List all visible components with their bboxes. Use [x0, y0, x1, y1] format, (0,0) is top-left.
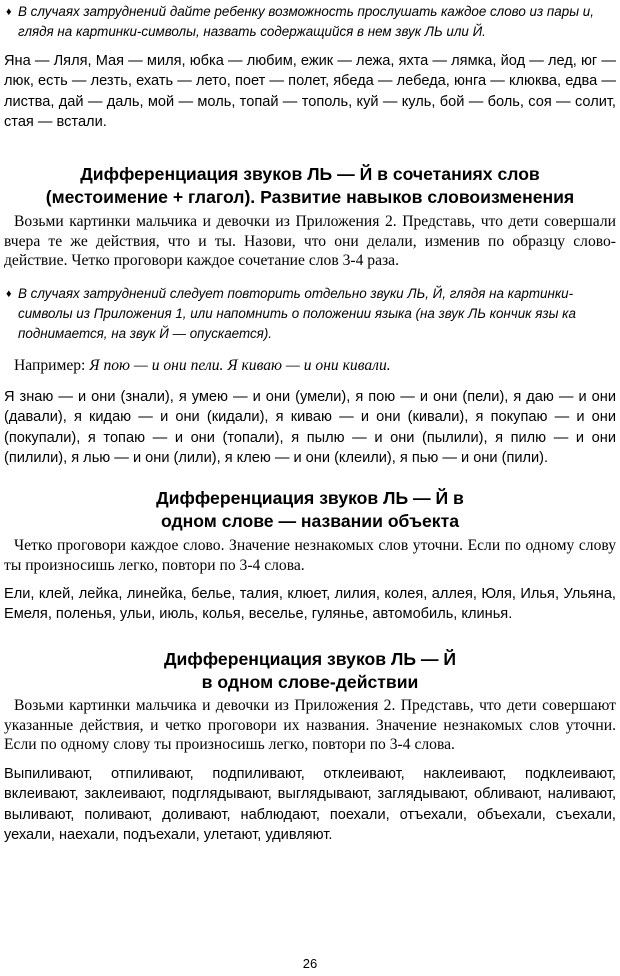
hint-note-1 [6, 2, 614, 42]
bullet-icon: ♦ [6, 288, 12, 300]
section-heading-1 [0, 163, 620, 208]
bullet-icon: ♦ [6, 6, 12, 18]
section-1-instruction: Возьми картинки мальчика и девочки из Приложения 2. Представь, что дети совершали вчера те же действия, что и ты. Назови, что они делали, изменив по образцу слово-действие. Четко проговори каждое сочетание слов 3-4 раза. [4, 213, 616, 270]
example-line [14, 356, 614, 376]
hint-note-2 [6, 284, 614, 344]
section-heading-3-line-1: Дифференциация звуков ЛЬ — Й [164, 649, 456, 669]
section-heading-3-line-2: в одном слове-действии [201, 671, 419, 692]
phrases-paragraph: Я знаю — и они (знали), я умею — и они (умели), я пою — и они (пели), я даю — и они (давали), я кидаю — и они (кидали), я киваю — и они (кивали), я покупаю — и они (покупали), я топаю — и они (топали), я пылю — и они (пылили), я пилю — и они (пилили), я лью — и они (лили), я клею — и они (клеили), я пью — и они (пили). [4, 389, 616, 467]
example-text: Я пою — и они пели. Я киваю — и они кивали. [89, 357, 391, 374]
section-heading-1-line-1: Дифференциация звуков ЛЬ — Й в сочетаниях слов [80, 164, 540, 184]
hint-note-1-text: В случаях затруднений дайте ребенку возможность прослушать каждое слово из пары и, глядя на картинки-символы, назвать содержащийся в нем звук ЛЬ или Й. [18, 4, 594, 39]
section-heading-3 [0, 648, 620, 693]
section-heading-2 [0, 487, 620, 532]
word-pairs-paragraph: Яна — Ляля, Мая — миля, юбка — любим, ежик — лежа, яхта — лямка, йод — лед, юг — люк, есть — лезть, ехать — лето, поет — полет, ябеда — лебеда, юнга — клюква, едва — листва, дай — даль, мой — моль, топай — тополь, куй — куль, бой — боль, соя — солит, стая — встали. [4, 53, 616, 131]
section-heading-2-line-1: Дифференциация звуков ЛЬ — Й в [156, 488, 464, 508]
section-heading-2-line-2: одном слове — названии объекта [160, 510, 460, 531]
page-number: 26 [302, 956, 318, 971]
objects-word-list: Ели, клей, лейка, линейка, белье, талия, клюет, лилия, колея, аллея, Юля, Илья, Ульяна, Емеля, поленья, ульи, июль, колья, веселье, гулянье, автомобиль, клинья. [4, 586, 616, 623]
section-3-instruction: Возьми картинки мальчика и девочки из Приложения 2. Представь, что дети совершают указанные действия, и четко проговори их названия. Значение незнакомых слов уточни. Если по одному слову ты произносишь легко, повтори по 3-4 слова. [4, 697, 616, 754]
actions-word-list: Выпиливают, отпиливают, подпиливают, отклеивают, наклеивают, подклеивают, вклеивают, заклеивают, подглядывают, выглядывают, заглядывают, обливают, наливают, выливают, поливают, доливают, наблюдают, поехали, отъехали, объехали, съехали, уехали, наехали, подъехали, улетают, удивляют. [4, 766, 616, 844]
hint-note-2-text: В случаях затруднений следует повторить отдельно звуки ЛЬ, Й, глядя на картинки-символы из Приложения 1, или напомнить о положении языка (на звук ЛЬ кончик язы ка поднимается, на звук Й — опускается). [18, 286, 576, 341]
example-label: Например: [14, 357, 86, 374]
section-heading-1-line-2: (местоимение + глагол). Развитие навыков словоизменения [45, 186, 575, 207]
section-2-instruction: Четко проговори каждое слово. Значение незнакомых слов уточни. Если по одному слову ты произносишь легко, повтори по 3-4 слова. [4, 537, 616, 574]
